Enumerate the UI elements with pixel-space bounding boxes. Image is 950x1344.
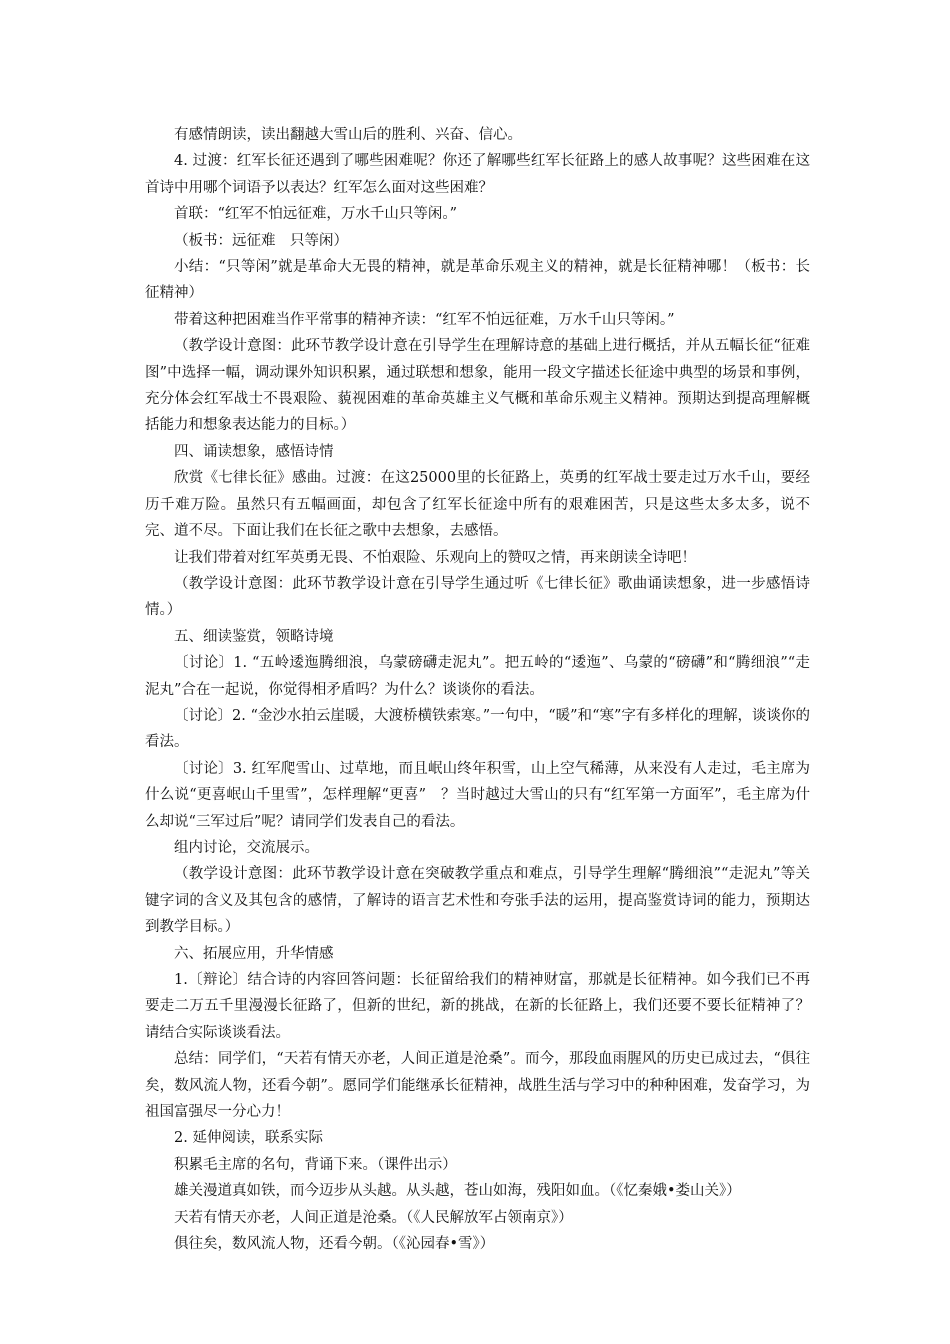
paragraph-15: 〔讨论〕3. 红军爬雪山、过草地，而且岷山终年积雪，山上空气稀薄，从来没有人走过，毛主席为什么说“更喜岷山千里雪”，怎样理解“更喜” ？当时越过大雪山的只有“红军第一方面军”，毛主席为什么却说“三军过后”呢？请同学们发表自己的看法。 [145,760,810,830]
section-heading-4: 四、诵读想象，感悟诗情 [174,443,334,460]
paragraph-7: （教学设计意图：此环节教学设计意在引导学生在理解诗意的基础上进行概括，并从五幅长征“征难图”中选择一幅，调动课外知识积累，通过联想和想象，能用一段文字描述长征途中典型的场景和事例，充分体会红军战士不畏艰险、藐视困难的革命英雄主义气概和革命乐观主义精神。预期达到提高理解概括能力和想象表达能力的目标。） [145,338,810,434]
paragraph-23: 雄关漫道真如铁，而今迈步从头越。从头越，苍山如海，残阳如血。（《忆秦娥•娄山关》） [174,1183,741,1200]
paragraph-16: 组内讨论，交流展示。 [174,839,319,856]
paragraph-10: 让我们带着对红军英勇无畏、不怕艰险、乐观向上的赞叹之情，再来朗读全诗吧！ [174,549,696,566]
paragraph-13: 〔讨论〕1. “五岭逶迤腾细浪，乌蒙磅礴走泥丸”。把五岭的“逶迤”、乌蒙的“磅礴”和“腾细浪”“走泥丸”合在一起说，你觉得相矛盾吗？为什么？谈谈你的看法。 [145,655,810,698]
paragraph-2: 4. 过渡：红军长征还遇到了哪些困难呢？你还了解哪些红军长征路上的感人故事呢？这些困难在这首诗中用哪个词语予以表达？红军怎么面对这些困难？ [145,153,810,196]
section-heading-6: 六、拓展应用，升华情感 [174,945,334,962]
paragraph-19: 1.〔辩论〕结合诗的内容回答问题：长征留给我们的精神财富，那就是长征精神。如今我们已不再要走二万五千里漫漫长征路了，但新的世纪，新的挑战，在新的长征路上，我们还要不要长征精神了？请结合实际谈谈看法。 [145,972,810,1041]
paragraph-20: 总结：同学们，“天若有情天亦老，人间正道是沧桑”。而今，那段血雨腥风的历史已成过去，“俱往矣，数风流人物，还看今朝”。愿同学们能继承长征精神，战胜生活与学习中的种种困难，发奋学习，为祖国富强尽一分心力！ [145,1051,810,1121]
paragraph-3: 首联：“红军不怕远征难，万水千山只等闲。” [174,206,458,223]
paragraph-5: 小结：“只等闲”就是革命大无畏的精神，就是革命乐观主义的精神，就是长征精神哪！（板书：长征精神） [145,259,810,302]
paragraph-11: （教学设计意图：此环节教学设计意在引导学生通过听《七律长征》歌曲诵读想象，进一步感悟诗情。） [145,575,810,619]
paragraph-21: 2. 延伸阅读，联系实际 [174,1130,323,1147]
paragraph-17: （教学设计意图：此环节教学设计意在突破教学重点和难点，引导学生理解“腾细浪”“走泥丸”等关键字词的含义及其包含的感情，了解诗的语言艺术性和夸张手法的运用，提高鉴赏诗词的能力，预期达到教学目标。） [145,866,810,936]
paragraph-9: 欣赏《七律长征》感曲。过渡：在这25000里的长征路上，英勇的红军战士要走过万水千山，要经历千难万险。虽然只有五幅画面，却包含了红军长征途中所有的艰难困苦，只是这些太多太多，说不完、道不尽。下面让我们在长征之歌中去想象，去感悟。 [145,470,810,540]
document-page [145,122,810,1257]
paragraph-4: （板书：远征难 只等闲） [174,232,348,249]
paragraph-22: 积累毛主席的名句，背诵下来。（课件出示） [174,1156,457,1173]
paragraph-25: 俱往矣，数风流人物，还看今朝。（《沁园春•雪》） [174,1236,495,1253]
paragraph-6: 带着这种把困难当作平常事的精神齐读：“红军不怕远征难，万水千山只等闲。” [174,311,675,328]
section-heading-5: 五、细读鉴赏，领略诗境 [174,628,334,645]
paragraph-24: 天若有情天亦老，人间正道是沧桑。（《人民解放军占领南京》） [174,1209,573,1226]
paragraph-14: 〔讨论〕2. “金沙水拍云崖暖，大渡桥横铁索寒。”一句中，“暖”和“寒”字有多样化的理解，谈谈你的看法。 [145,707,810,751]
paragraph-1: 有感情朗读，读出翻越大雪山后的胜利、兴奋、信心。 [174,127,522,143]
